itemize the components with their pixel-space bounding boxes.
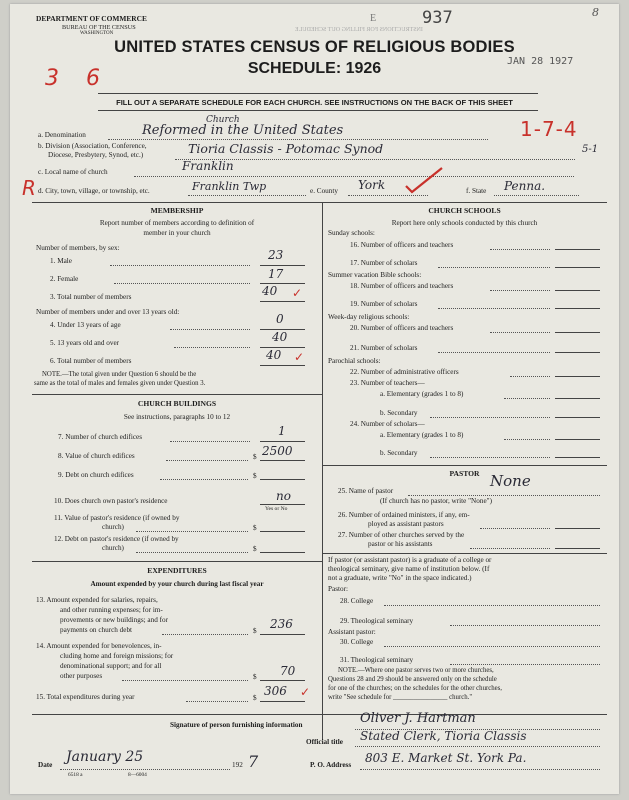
members-by-sex-label: Number of members, by sex: xyxy=(36,244,120,252)
membership-intro-2: member in your church xyxy=(143,229,211,237)
total-members-label: 3. Total number of members xyxy=(50,293,132,301)
parochial-schools-label: Parochial schools: xyxy=(328,357,381,365)
scholars-elementary-dots xyxy=(504,439,550,440)
pastor-name-label: 25. Name of pastor xyxy=(338,487,394,495)
sunday-schools-label: Sunday schools: xyxy=(328,229,375,237)
total-members-value[interactable]: 40 xyxy=(262,284,278,298)
form-code-2: 8—6004 xyxy=(128,772,147,778)
local-name-line xyxy=(134,176,574,177)
pastor-subheading: Pastor: xyxy=(328,585,348,593)
instruction-banner: FILL OUT A SEPARATE SCHEDULE FOR EACH CHURCH. SEE INSTRUCTIONS ON THE BACK OF THIS SHEET xyxy=(116,98,513,107)
official-title-line xyxy=(355,746,600,747)
salaries-label-2: and other running expenses; for im- xyxy=(60,606,163,614)
salaries-value[interactable]: 236 xyxy=(270,617,293,631)
total-expenditures-value[interactable]: 306 xyxy=(264,684,287,698)
membership-intro-1: Report number of members according to definition of xyxy=(99,219,255,227)
form-mark-e: E xyxy=(370,13,377,24)
city-value[interactable]: Franklin Twp xyxy=(192,180,267,193)
asst-seminary-line xyxy=(450,664,600,665)
red-check-icon xyxy=(402,164,448,196)
date-value[interactable]: January 25 xyxy=(66,749,144,765)
under-13-dots xyxy=(170,329,250,330)
asst-pastor-subheading: Assistant pastor: xyxy=(328,628,376,636)
city-heading: WASHINGTON xyxy=(80,31,114,36)
under-13-value[interactable]: 0 xyxy=(276,312,284,326)
asst-college-line xyxy=(384,646,600,647)
division-line xyxy=(175,159,575,160)
total-expenditures-dots xyxy=(186,701,248,702)
scholars-elementary-label: a. Elementary (grades 1 to 8) xyxy=(380,431,464,439)
summer-schools-label: Summer vacation Bible schools: xyxy=(328,271,422,279)
division-label-2: Diocese, Presbytery, Synod, etc.) xyxy=(48,151,144,159)
owns-residence-box xyxy=(260,504,305,505)
benevolences-box xyxy=(260,680,305,681)
membership-note-2: same as the total of males and females given under Question 3. xyxy=(34,380,206,387)
corner-pencil-mark: 8 xyxy=(592,6,599,19)
residence-debt-label-1: 12. Debt on pastor's residence (if owned by xyxy=(54,535,179,543)
edifices-count-box xyxy=(260,441,305,442)
official-title-value[interactable]: Stated Clerk, Tioria Classis xyxy=(360,729,527,743)
denomination-code: 1-7-4 xyxy=(520,117,578,141)
edifices-count-label: 7. Number of church edifices xyxy=(58,433,143,441)
pastor-name-line xyxy=(408,495,600,496)
division-value[interactable]: Tioria Classis - Potomac Synod xyxy=(188,141,384,156)
denomination-label: a. Denomination xyxy=(38,131,86,139)
salaries-dollar: $ xyxy=(253,627,257,635)
local-name-label: c. Local name of church xyxy=(38,168,108,176)
asst-ministers-dots xyxy=(480,528,550,529)
weekday-officers-label: 20. Number of officers and teachers xyxy=(350,324,454,332)
benevolences-label-4: other purposes xyxy=(60,672,103,680)
state-line xyxy=(494,195,579,196)
pastor-note-4: write "See schedule for ________________ church." xyxy=(328,694,473,701)
salaries-label-4: payments on church debt xyxy=(60,626,133,634)
red-r-mark: R xyxy=(22,176,36,200)
edifices-value-value[interactable]: 2500 xyxy=(262,444,293,458)
female-label: 2. Female xyxy=(50,275,79,283)
other-churches-dots xyxy=(470,548,550,549)
over-13-dots xyxy=(174,347,250,348)
summer-officers-dots xyxy=(490,290,550,291)
summer-scholars-label: 19. Number of scholars xyxy=(350,300,418,308)
po-address-line xyxy=(360,769,600,770)
buildings-title: CHURCH BUILDINGS xyxy=(137,399,217,408)
owns-residence-label: 10. Does church own pastor's residence xyxy=(54,497,168,505)
weekday-officers-dots xyxy=(490,332,550,333)
signature-label: Signature of person furnishing information xyxy=(170,721,303,729)
total-expenditures-check-icon: ✓ xyxy=(300,685,311,699)
membership-note-1: NOTE.—The total given under Question 6 should be the xyxy=(42,371,197,378)
total-by-age-check-icon: ✓ xyxy=(294,350,305,364)
benevolences-value[interactable]: 70 xyxy=(280,664,296,678)
residence-value-dots xyxy=(136,531,248,532)
total-by-age-label: 6. Total number of members xyxy=(50,357,132,365)
total-members-check-icon: ✓ xyxy=(292,286,303,300)
total-members-box xyxy=(260,301,305,302)
rule-footer xyxy=(32,714,607,715)
residence-value-label-2: church) xyxy=(102,523,124,531)
pastor-title: PASTOR xyxy=(449,469,480,478)
weekday-officers-box xyxy=(555,332,600,333)
summer-scholars-box xyxy=(555,308,600,309)
scholars-secondary-label: b. Secondary xyxy=(380,449,418,457)
teachers-elementary-box xyxy=(555,398,600,399)
male-box xyxy=(260,265,305,266)
ghost-text: INSTRUCTIONS FOR FILLING OUT SCHEDULE xyxy=(295,27,423,33)
graduate-text-2: theological seminary, give name of institution below. (If xyxy=(328,565,490,573)
total-expenditures-dollar: $ xyxy=(253,694,257,702)
asst-ministers-label-1: 26. Number of ordained ministers, if any, em- xyxy=(338,511,470,519)
pastor-college-label: 28. College xyxy=(340,597,374,605)
rule-expenditures xyxy=(32,561,322,562)
scholars-elementary-box xyxy=(555,439,600,440)
teachers-elementary-dots xyxy=(504,398,550,399)
benevolences-label-3: denominational support; and for all xyxy=(60,662,162,670)
benevolences-label-2: cluding home and foreign missions; for xyxy=(60,652,174,660)
scholars-secondary-box xyxy=(555,457,600,458)
weekday-schools-label: Week-day religious schools: xyxy=(328,313,410,321)
state-label: f. State xyxy=(466,187,487,195)
other-churches-label-2: pastor or his assistants xyxy=(368,540,433,548)
state-value[interactable]: Penna. xyxy=(504,179,546,193)
summer-officers-label: 18. Number of officers and teachers xyxy=(350,282,454,290)
female-value[interactable]: 17 xyxy=(268,267,284,281)
other-churches-box xyxy=(555,548,600,549)
local-name-value[interactable]: Franklin xyxy=(182,159,234,173)
total-expenditures-label: 15. Total expenditures during year xyxy=(36,693,135,701)
teachers-secondary-dots xyxy=(430,417,550,418)
benevolences-label-1: 14. Amount expended for benevolences, in- xyxy=(36,642,162,650)
schools-intro: Report here only schools conducted by this church xyxy=(391,219,538,227)
teachers-secondary-label: b. Secondary xyxy=(380,409,418,417)
membership-title: MEMBERSHIP xyxy=(150,206,204,215)
parochial-admin-box xyxy=(555,376,600,377)
weekday-scholars-box xyxy=(555,352,600,353)
edifices-value-label: 8. Value of church edifices xyxy=(58,452,135,460)
asst-college-label: 30. College xyxy=(340,638,374,646)
schools-title: CHURCH SCHOOLS xyxy=(428,206,501,215)
parochial-teachers-label: 23. Number of teachers— xyxy=(350,379,425,387)
salaries-label-3: provements or new buildings; and for xyxy=(60,616,168,624)
yes-no-caption: Yes or No xyxy=(265,506,288,512)
salaries-dots xyxy=(162,634,248,635)
rule-buildings xyxy=(32,394,322,395)
edifices-count-value[interactable]: 1 xyxy=(278,424,286,438)
sunday-officers-label: 16. Number of officers and teachers xyxy=(350,241,454,249)
buildings-intro: See instructions, paragraphs 10 to 12 xyxy=(123,413,231,421)
rule-graduate xyxy=(322,553,607,554)
expenditures-title: EXPENDITURES xyxy=(147,566,207,575)
male-dots xyxy=(110,265,250,266)
residence-value-box xyxy=(260,531,305,532)
rule-top xyxy=(98,93,538,94)
residence-value-dollar: $ xyxy=(253,524,257,532)
over-13-value[interactable]: 40 xyxy=(272,330,288,344)
benevolences-dollar: $ xyxy=(253,673,257,681)
residence-debt-label-2: church) xyxy=(102,544,124,552)
date-year-prefix: 192 xyxy=(232,761,243,769)
pastor-college-line xyxy=(384,605,600,606)
total-by-age-value[interactable]: 40 xyxy=(266,348,282,362)
denomination-insert: Church xyxy=(206,115,240,125)
edifices-debt-dollar: $ xyxy=(253,472,257,480)
census-schedule-sheet xyxy=(10,4,619,794)
city-line xyxy=(188,195,306,196)
graduate-text-3: not a graduate, write "No" in the space indicated.) xyxy=(328,574,472,582)
benevolences-dots xyxy=(122,680,248,681)
asst-ministers-box xyxy=(555,528,600,529)
edifices-debt-dots xyxy=(160,479,248,480)
county-value[interactable]: York xyxy=(358,178,386,192)
city-label: d. City, town, village, or township, etc. xyxy=(38,187,150,195)
residence-value-label-1: 11. Value of pastor's residence (if owned by xyxy=(54,514,180,522)
residence-debt-dollar: $ xyxy=(253,545,257,553)
date-label: Date xyxy=(38,761,53,769)
edifices-value-dots xyxy=(166,460,248,461)
over-13-label: 5. 13 years old and over xyxy=(50,339,120,347)
rule-sections-top xyxy=(32,202,607,203)
form-title: UNITED STATES CENSUS OF RELIGIOUS BODIES xyxy=(114,38,515,56)
sunday-scholars-dots xyxy=(438,267,550,268)
rule-pastor xyxy=(322,465,607,466)
division-code: 5-1 xyxy=(582,144,599,155)
summer-officers-box xyxy=(555,290,600,291)
sunday-scholars-label: 17. Number of scholars xyxy=(350,259,418,267)
teachers-elementary-label: a. Elementary (grades 1 to 8) xyxy=(380,390,464,398)
parochial-admin-label: 22. Number of administrative officers xyxy=(350,368,459,376)
bureau-heading: BUREAU OF THE CENSUS xyxy=(62,24,136,31)
pastor-note-2: Questions 28 and 29 should be answered only on the schedule xyxy=(328,676,497,683)
dept-heading: DEPARTMENT OF COMMERCE xyxy=(36,14,147,23)
male-value[interactable]: 23 xyxy=(268,248,284,262)
sunday-officers-dots xyxy=(490,249,550,250)
summer-scholars-dots xyxy=(438,308,550,309)
received-date-stamp: JAN 28 1927 xyxy=(507,56,574,67)
asst-ministers-label-2: ployed as assistant pastors xyxy=(368,520,444,528)
edifices-value-box xyxy=(260,460,305,461)
scholars-secondary-dots xyxy=(430,457,550,458)
rule-banner xyxy=(98,110,538,111)
total-by-age-box xyxy=(260,365,305,366)
graduate-text-1: If pastor (or assistant pastor) is a graduate of a college or xyxy=(328,556,492,564)
date-year-digit[interactable]: 7 xyxy=(248,752,259,771)
total-expenditures-box xyxy=(260,701,305,702)
official-title-label: Official title xyxy=(306,738,343,746)
weekday-scholars-dots xyxy=(438,352,550,353)
sunday-officers-box xyxy=(555,249,600,250)
teachers-secondary-box xyxy=(555,417,600,418)
pastor-seminary-line xyxy=(450,625,600,626)
under-13-label: 4. Under 13 years of age xyxy=(50,321,121,329)
male-label: 1. Male xyxy=(50,257,72,265)
form-code: 6518 a xyxy=(68,772,83,778)
county-label: e. County xyxy=(310,187,338,195)
pastor-note-3: for one of the churches; on the schedules for the other churches, xyxy=(328,685,503,692)
edifices-debt-label: 9. Debt on church edifices xyxy=(58,471,134,479)
female-dots xyxy=(114,283,250,284)
expenditures-intro: Amount expended by your church during last fiscal year xyxy=(90,580,264,588)
other-churches-label-1: 27. Number of other churches served by the xyxy=(338,531,465,539)
denomination-value[interactable]: Reformed in the United States xyxy=(142,123,344,138)
edifices-debt-box xyxy=(260,479,305,480)
parochial-scholars-label: 24. Number of scholars— xyxy=(350,420,425,428)
parochial-admin-dots xyxy=(510,376,550,377)
sunday-scholars-box xyxy=(555,267,600,268)
weekday-scholars-label: 21. Number of scholars xyxy=(350,344,418,352)
pastor-seminary-label: 29. Theological seminary xyxy=(340,617,414,625)
owns-residence-value[interactable]: no xyxy=(276,489,291,503)
salaries-label-1: 13. Amount expended for salaries, repairs, xyxy=(36,596,158,604)
members-by-age-label: Number of members under and over 13 years old: xyxy=(36,308,180,316)
pastor-name-value[interactable]: None xyxy=(490,472,531,490)
pastor-name-note: (If church has no pastor, write "None") xyxy=(380,497,492,505)
po-address-label: P. O. Address xyxy=(310,761,352,769)
date-line xyxy=(60,769,230,770)
signature-value[interactable]: Oliver J. Hartman xyxy=(360,711,476,726)
asst-seminary-label: 31. Theological seminary xyxy=(340,656,414,664)
residence-debt-dots xyxy=(136,552,248,553)
po-address-value[interactable]: 803 E. Market St. York Pa. xyxy=(365,751,527,765)
form-number: 937 xyxy=(422,8,453,28)
edifices-count-dots xyxy=(170,441,250,442)
edifices-value-dollar: $ xyxy=(253,453,257,461)
denomination-line xyxy=(108,139,488,140)
division-label-1: b. Division (Association, Conference, xyxy=(38,142,147,150)
pastor-note-1: NOTE.—Where one pastor serves two or more churches, xyxy=(338,667,494,674)
salaries-box xyxy=(260,634,305,635)
residence-debt-box xyxy=(260,552,305,553)
red-number-mark: 3 6 xyxy=(45,66,110,91)
form-subtitle: SCHEDULE: 1926 xyxy=(247,60,382,77)
